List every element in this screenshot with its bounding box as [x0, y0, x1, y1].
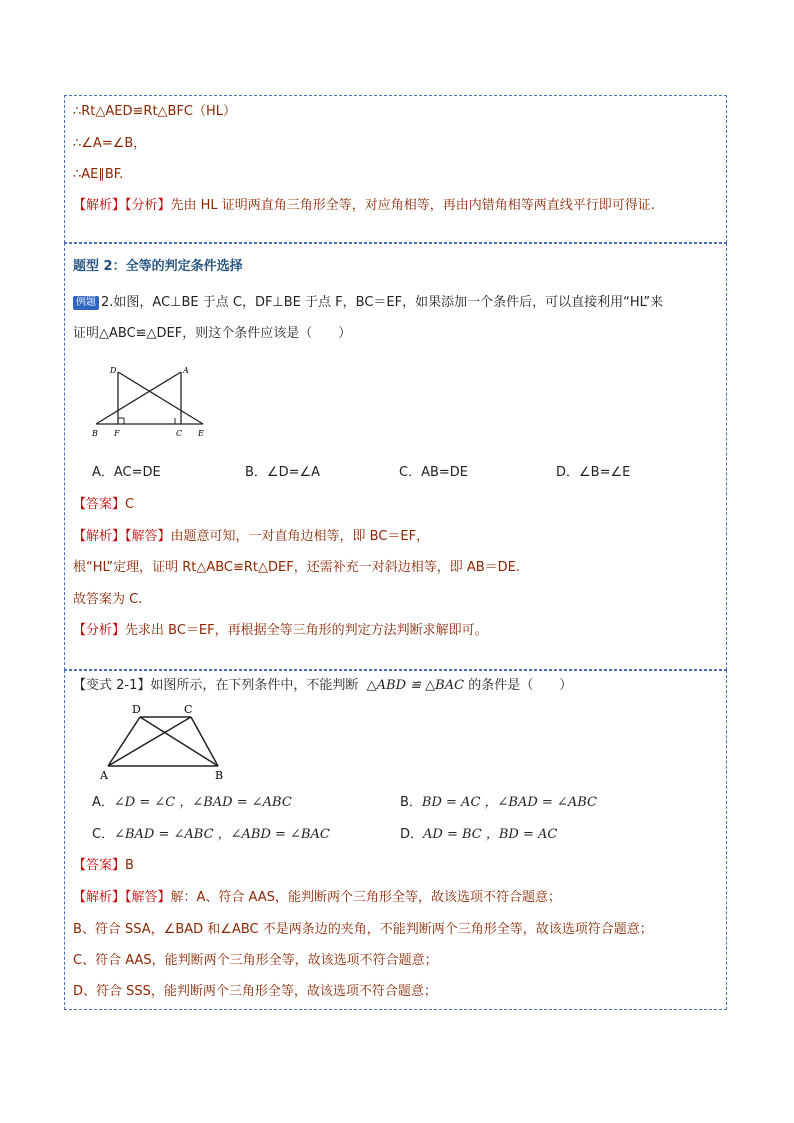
variant-option-c-math: ∠BAD = ∠ABC ，∠ABD = ∠BAC	[114, 827, 330, 842]
option-a: A．AC=DE	[92, 465, 161, 480]
label-a: A	[100, 769, 108, 782]
answer-tag: 【答案】	[73, 497, 126, 512]
answer-line	[73, 496, 134, 514]
solution-line-3: 故答案为 C.	[73, 592, 143, 607]
variant-option-a-math: ∠D = ∠C ，∠BAD = ∠ABC	[113, 795, 292, 810]
label-f: F	[114, 429, 120, 438]
solution-text-1: 由题意可知，一对直角边相等，即 BC＝EF，	[170, 529, 430, 544]
variant-question-math: △ABD ≌ △BAC	[366, 678, 465, 693]
analysis-text-2: 先求出 BC＝EF，再根据全等三角形的判定方法判断求解即可。	[125, 623, 488, 638]
variant-solution-line-2: B、符合 SSA，∠BAD 和∠ABC 不是两条边的夹角，不能判断两个三角形全等，故该选项符合题意；	[73, 922, 653, 937]
answer-value: C	[125, 497, 135, 512]
option-c: C．AB=DE	[399, 465, 469, 480]
variant-solution-line-1	[73, 889, 561, 907]
proof-line-2: ∴∠A=∠B，	[73, 136, 147, 151]
variant-option-b-letter: B．	[400, 795, 422, 810]
analysis-line-2	[73, 622, 488, 640]
segment-cb	[191, 717, 218, 766]
variant-option-c	[92, 826, 330, 844]
variant-option-b-math: BD = AC ，∠BAD = ∠ABC	[421, 795, 597, 810]
question-text-1: 2.如图，AC⊥BE 于点 C，DF⊥BE 于点 F，BC＝EF，如果添加一个条件后，可以直接利用“HL”来	[101, 295, 664, 310]
segment-de	[118, 372, 203, 424]
variant-answer-line	[73, 857, 134, 875]
variant-question-end: 的条件是（ ）	[468, 678, 573, 693]
label-e: E	[198, 429, 204, 438]
proof-line-1: ∴Rt△AED≌Rt△BFC（HL）	[73, 104, 237, 119]
variant-option-d	[400, 826, 557, 844]
figure-triangles-abc-def	[88, 362, 214, 442]
analysis-tag: 【解析】【分析】	[73, 198, 171, 213]
variant-option-a-letter: A．	[92, 795, 114, 810]
analysis-line	[73, 197, 655, 215]
example-badge: 例题	[73, 296, 99, 310]
label-c: C	[184, 703, 193, 716]
analysis-tag-2: 【分析】	[73, 623, 126, 638]
variant-solution-line-3: C、符合 AAS，能判断两个三角形全等，故该选项不符合题意；	[73, 953, 438, 968]
variant-question	[73, 677, 572, 695]
variant-option-c-letter: C．	[92, 827, 115, 842]
proof-line-3: ∴AE∥BF.	[73, 167, 124, 182]
solution-line-2: 根“HL”定理，证明 Rt△ABC≌Rt△DEF，还需补充一对斜边相等，即 AB＝DE.	[73, 560, 521, 575]
example-question-line-2: 证明△ABC≌△DEF，则这个条件应该是（ ）	[73, 326, 352, 341]
variant-answer-value: B	[125, 858, 134, 873]
right-angle-c	[175, 418, 181, 424]
label-a: A	[183, 366, 189, 375]
variant-tag: 【变式 2-1】	[73, 678, 151, 693]
variant-option-b	[400, 794, 597, 812]
right-angle-f	[118, 418, 124, 424]
variant-solution-tag: 【解析】【解答】	[73, 890, 171, 905]
variant-question-text: 如图所示，在下列条件中，不能判断	[150, 678, 359, 693]
variant-option-a	[92, 794, 292, 812]
label-b: B	[215, 769, 224, 782]
solution-line-1	[73, 528, 429, 546]
segment-ab	[96, 372, 181, 424]
solution-tag: 【解析】【解答】	[73, 529, 171, 544]
variant-option-d-math: AD = BC ，BD = AC	[423, 827, 558, 842]
segment-ad	[108, 717, 140, 766]
analysis-text: 先由 HL 证明两直角三角形全等，对应角相等，再由内错角相等两直线平行即可得证.	[170, 198, 655, 213]
variant-solution-text-1: 解：A、符合 AAS，能判断两个三角形全等，故该选项不符合题意；	[170, 890, 561, 905]
variant-option-d-letter: D．	[400, 827, 424, 842]
section-heading: 题型 2：全等的判定条件选择	[73, 259, 243, 274]
label-b: B	[92, 429, 98, 438]
label-c: C	[176, 429, 183, 438]
label-d: D	[132, 703, 141, 716]
option-d: D．∠B=∠E	[556, 465, 631, 480]
label-d: D	[110, 366, 117, 375]
option-b: B．∠D=∠A	[245, 465, 321, 480]
variant-answer-tag: 【答案】	[73, 858, 126, 873]
example-question-line-1	[73, 294, 663, 312]
figure-triangles-abd-bac	[96, 702, 232, 782]
variant-solution-line-4: D、符合 SSS，能判断两个三角形全等，故该选项不符合题意；	[73, 984, 437, 999]
